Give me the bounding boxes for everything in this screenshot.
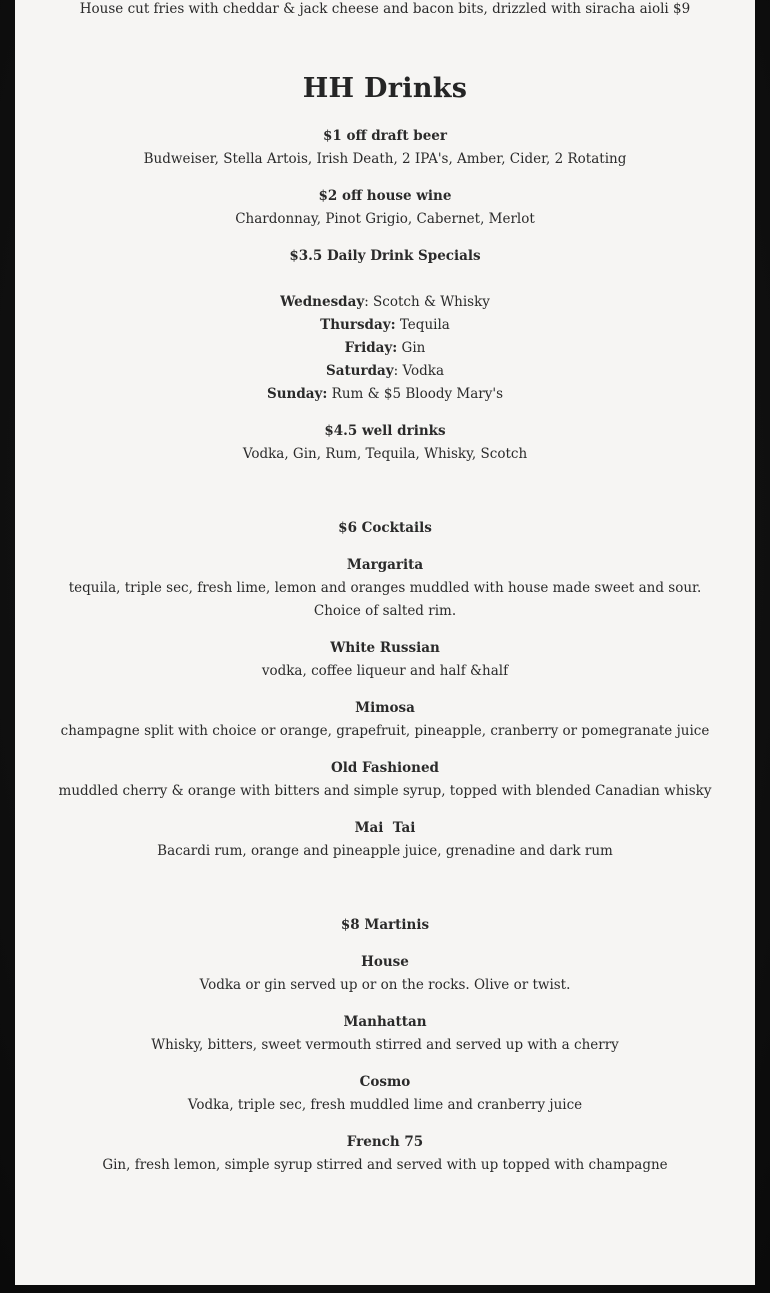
special-saturday — [15, 360, 755, 383]
draft-beer-description: Budweiser, Stella Artois, Irish Death, 2 IPA's, Amber, Cider, 2 Rotating — [143, 151, 627, 167]
martini-name: Cosmo — [359, 1074, 411, 1090]
special-day-label: Sunday: — [266, 386, 328, 402]
well-drinks-description: Vodka, Gin, Rum, Tequila, Whisky, Scotch — [242, 446, 528, 462]
special-drink: Gin — [397, 340, 426, 356]
cocktail-description: muddled cherry & orange with bitters and simple syrup, topped with blended Canadian whisky — [58, 783, 712, 799]
house-wine-heading: $2 off house wine — [318, 188, 452, 204]
cocktail-name: Mai Tai — [354, 820, 416, 836]
section-title: HH Drinks — [302, 73, 468, 104]
martini-name: Manhattan — [343, 1014, 427, 1030]
cocktail-description: vodka, coffee liqueur and half &half — [261, 663, 509, 679]
special-sunday — [15, 383, 755, 406]
martini-description: Gin, fresh lemon, simple syrup stirred and served with up topped with champagne — [102, 1157, 668, 1173]
special-day-label: Saturday — [325, 363, 394, 379]
martini-name: French 75 — [346, 1134, 424, 1150]
special-drink: Rum & $5 Bloody Mary's — [327, 386, 504, 402]
special-day-separator: : — [364, 294, 369, 310]
cocktail-name: Mimosa — [355, 700, 415, 716]
martinis-heading: $8 Martinis — [340, 917, 430, 933]
martini-name: House — [361, 954, 409, 970]
special-day-separator: : — [393, 363, 399, 379]
well-drinks-heading: $4.5 well drinks — [324, 423, 446, 439]
cocktail-name: White Russian — [330, 640, 440, 656]
top-item-description: House cut fries with cheddar & jack cheese and bacon bits, drizzled with siracha aioli $9 — [79, 1, 691, 17]
cocktail-description: champagne split with choice or orange, grapefruit, pineapple, cranberry or pomegranate juice — [60, 723, 710, 739]
martini-description: Vodka or gin served up or on the rocks. Olive or twist. — [199, 977, 571, 993]
martini-description: Vodka, triple sec, fresh muddled lime and cranberry juice — [187, 1097, 583, 1113]
special-day-label: Wednesday — [280, 294, 365, 310]
special-thursday — [15, 314, 755, 337]
martini-description: Whisky, bitters, sweet vermouth stirred and served up with a cherry — [151, 1037, 619, 1053]
daily-specials-heading: $3.5 Daily Drink Specials — [289, 248, 481, 264]
cocktail-name: Old Fashioned — [330, 760, 439, 776]
special-day-label: Thursday: — [320, 317, 396, 333]
cocktail-name: Margarita — [346, 557, 424, 573]
draft-beer-heading: $1 off draft beer — [322, 128, 448, 144]
house-wine-description: Chardonnay, Pinot Grigio, Cabernet, Merlot — [235, 211, 535, 227]
cocktail-description: Bacardi rum, orange and pineapple juice, grenadine and dark rum — [157, 843, 613, 859]
special-drink: Scotch & Whisky — [368, 294, 490, 310]
cocktail-description: tequila, triple sec, fresh lime, lemon and oranges muddled with house made sweet and sour. Choice of salted rim. — [68, 580, 702, 619]
special-drink: Tequila — [395, 317, 450, 333]
special-drink: Vodka — [398, 363, 445, 379]
cocktails-heading: $6 Cocktails — [338, 520, 432, 536]
menu-page — [15, 0, 755, 1285]
special-friday — [15, 337, 755, 360]
special-wednesday — [15, 291, 755, 314]
special-day-label: Friday: — [344, 340, 398, 356]
